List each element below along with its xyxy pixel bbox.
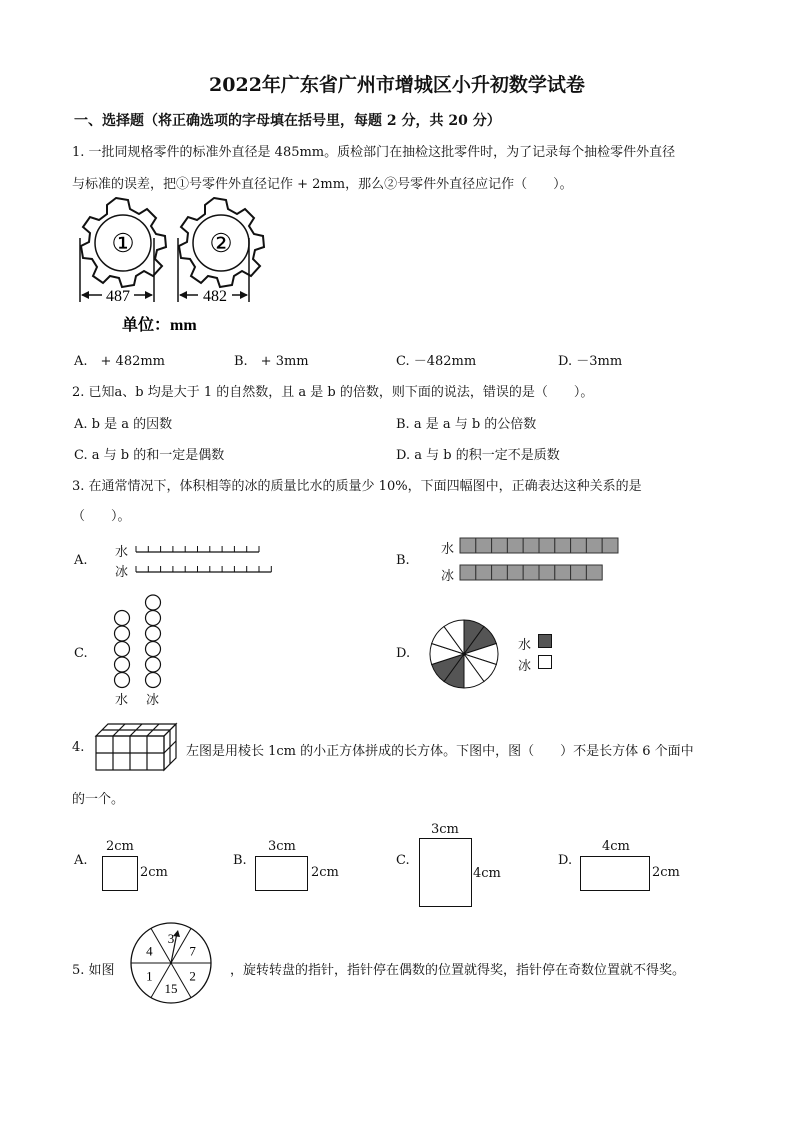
q4-a-rect [102,856,138,891]
q3-option-a-figure [134,542,274,576]
q1-line1: 1. 一批同规格零件的标准外直径是 485mm。质检部门在抽检这批零件时，为了记录每个抽检零件外直径 [72,145,676,160]
q2-option-d: D. a 与 b 的积一定不是质数 [396,448,560,463]
q4-b-height: 2cm [311,865,339,880]
q4-a-width: 2cm [106,839,134,854]
q4-a-height: 2cm [140,865,168,880]
q3-c-ice-label: 冰 [146,693,160,708]
cuboid-figure [94,722,180,772]
q4-d-height: 2cm [652,865,680,880]
q1-gears-figure [76,198,256,338]
q4-c-width: 3cm [431,822,459,837]
gear-1-dimension: 487 [106,288,130,305]
q2-option-a: A. b 是 a 的因数 [74,417,173,432]
q3-option-b-label: B. [396,553,410,568]
q3-a-water-label: 水 [115,545,129,560]
q4-text: 左图是用棱长 1cm 的小正方体拼成的长方体。下图中，图（ ）不是长方体 6 个面中 [186,744,694,759]
q3-option-d-label: D. [396,646,411,661]
ice-bar [460,565,602,580]
q4-number: 4. [72,740,85,755]
spinner-number: 1 [146,968,153,984]
q4-b-width: 3cm [268,839,296,854]
spinner-number: 4 [146,943,153,959]
q4-option-b-label: B. [233,853,247,868]
q4-b-rect [255,856,308,891]
q4-option-c-label: C. [396,853,410,868]
spinner-number: 3 [167,931,175,946]
q3-option-d-pie [428,618,500,690]
legend-water-swatch [538,634,552,648]
water-bar [460,538,618,553]
gear-2 [179,198,264,287]
q3-b-water-label: 水 [441,542,455,557]
q3-a-ice-label: 冰 [115,565,129,580]
q2-option-b: B. a 是 a 与 b 的公倍数 [396,417,537,432]
page-title: 2022年广东省广州市增城区小升初数学试卷 [209,74,585,96]
gear-1-label: ① [111,229,135,258]
q5-text: ，旋转转盘的指针，指针停在偶数的位置就得奖，指针停在奇数位置就不得奖。 [230,963,686,978]
q2-text: 2. 已知a、b 均是大于 1 的自然数，且 a 是 b 的倍数，则下面的说法，错误的是（ ）。 [72,385,594,400]
q1-option-b: B. + 3mm [234,354,309,369]
q3-d-ice-label: 冰 [518,659,532,674]
section-heading: 一、选择题（将正确选项的字母填在括号里，每题 2 分，共 20 分） [74,113,501,129]
q3-option-c-label: C. [74,646,88,661]
q1-option-c: C. －482mm [396,354,477,369]
q3-c-water-label: 水 [115,693,129,708]
q1-line2: 与标准的误差，把①号零件外直径记作 + 2mm，那么②号零件外直径应记作（ ）。 [72,177,573,192]
q4-d-width: 4cm [602,839,630,854]
gear-2-dimension: 482 [203,288,227,305]
q3-option-c-figure [110,594,170,688]
spinner-number: 2 [189,968,196,984]
q5-prefix: 5. 如图 [72,963,115,978]
spinner-figure [128,920,214,1006]
q4-c-rect [419,838,472,907]
q4-option-a-label: A. [74,853,88,868]
q3-option-a-label: A. [74,553,88,568]
q1-option-a: A. + 482mm [74,354,166,369]
q3-option-b-figure [459,537,621,583]
ice-ruler [136,566,271,572]
spinner-number: 15 [164,981,178,996]
water-ruler [136,546,259,552]
q3-line2: （ ）。 [72,509,131,524]
ice-stack [146,595,161,688]
q3-line1: 3. 在通常情况下，体积相等的冰的质量比水的质量少 10%，下面四幅图中，正确表达这种关系的是 [72,479,642,494]
q1-option-d: D. －3mm [558,354,623,369]
q4-d-rect [580,856,650,891]
q3-d-water-label: 水 [518,638,532,653]
q4-c-height: 4cm [473,866,501,881]
legend-ice-swatch [538,655,552,669]
gear-2-label: ② [209,229,233,258]
q3-b-ice-label: 冰 [441,569,455,584]
q2-option-c: C. a 与 b 的和一定是偶数 [74,448,225,463]
spinner-number: 7 [189,943,196,959]
q4-text-2: 的一个。 [72,792,125,807]
unit-label: 单位：mm [122,317,197,334]
q4-option-d-label: D. [558,853,573,868]
water-stack [115,611,130,688]
